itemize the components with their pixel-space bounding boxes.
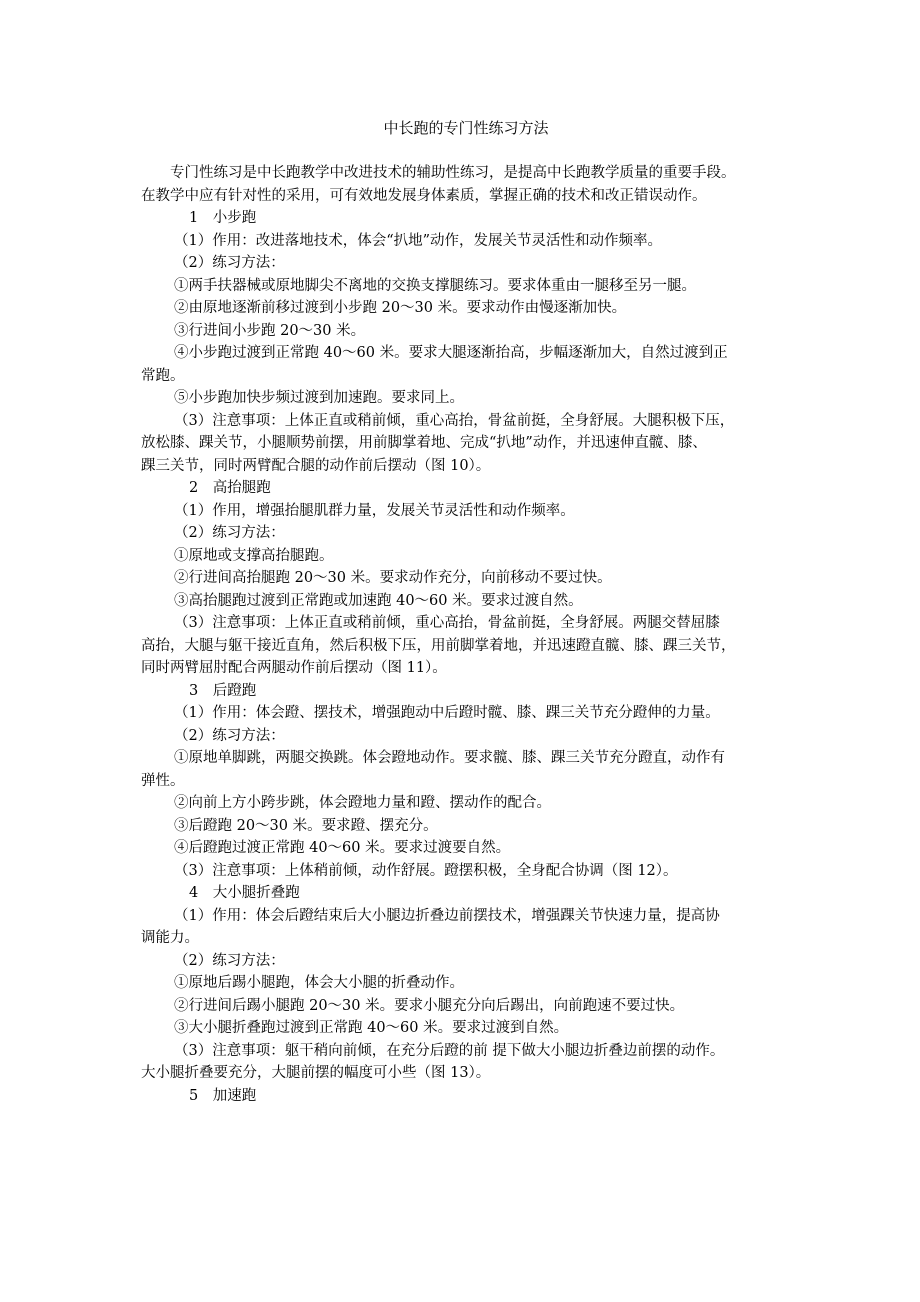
text-line: ①原地后踢小腿跑，体会大小腿的折叠动作。 (174, 975, 464, 991)
text-line: ②向前上方小跨步跳，体会蹬地力量和蹬、摆动作的配合。 (174, 795, 551, 811)
text-line: 弹性。 (141, 772, 185, 789)
text-line: 同时两臂屈肘配合两腿动作前后摆动（图 11）。 (141, 660, 447, 676)
text-line: 高抬，大腿与躯干接近直角，然后积极下压，用前脚掌着地，并迅速蹬直髋、膝、踝三关节， (141, 637, 736, 654)
text-line: （2）练习方法： (174, 525, 285, 541)
text-line: （1）作用：体会蹬、摆技术，增强跑动中后蹬时髋、膝、踝三关节充分蹬伸的力量。 (174, 705, 720, 721)
text-line: 踝三关节，同时两臂配合腿的动作前后摆动（图 10）。 (141, 457, 491, 474)
text-line: ①两手扶器械或原地脚尖不离地的交换支撑腿练习。要求体重由一腿移至另一腿。 (174, 277, 696, 294)
text-line: 5 加速跑 (189, 1087, 257, 1104)
text-line: （3）注意事项：上体正直或稍前倾，重心高抬，骨盆前挺，全身舒展。两腿交替屈膝 (174, 615, 720, 631)
text-line: （1）作用：体会后蹬结束后大小腿边折叠边前摆技术，增强踝关节快速力量，提高协 (174, 907, 720, 924)
text-line: ②行进间后踢小腿跑 20～30 米。要求小腿充分向后踢出，向前跑速不要过快。 (174, 997, 685, 1014)
text-line: （1）作用：改进落地技术，体会“扒地”动作，发展关节灵活性和动作频率。 (174, 232, 663, 249)
text-line: ④后蹬跑过渡正常跑 40～60 米。要求过渡要自然。 (174, 840, 511, 856)
text-line: 放松膝、踝关节，小腿顺势前摆，用前脚掌着地、完成“扒地”动作，并迅速伸直髋、膝、 (141, 435, 707, 451)
text-line: 专门性练习是中长跑教学中改进技术的辅助性练习，是提高中长跑教学质量的重要手段。 (170, 165, 736, 181)
document-title: 中长跑的专门性练习方法 (383, 119, 549, 137)
text-line: （3）注意事项：上体稍前倾，动作舒展。蹬摆积极，全身配合协调（图 12）。 (174, 862, 678, 879)
text-line: （2）练习方法： (174, 255, 285, 271)
text-line: （3）注意事项：躯干稍向前倾，在充分后蹬的前 提下做大小腿边折叠边前摆的动作。 (174, 1042, 725, 1059)
text-line: 在教学中应有针对性的采用，可有效地发展身体素质，掌握正确的技术和改正错误动作。 (141, 187, 707, 204)
text-line: （2）练习方法： (174, 727, 285, 744)
text-line: ②由原地逐渐前移过渡到小步跑 20～30 米。要求动作由慢逐渐加快。 (174, 300, 627, 316)
text-line: ①原地单脚跳，两腿交换跳。体会蹬地动作。要求髋、膝、踝三关节充分蹬直，动作有 (174, 750, 725, 766)
text-line: ③高抬腿跑过渡到正常跑或加速跑 40～60 米。要求过渡自然。 (174, 592, 583, 609)
text-line: 3 后蹬跑 (189, 682, 257, 699)
text-line: ③后蹬跑 20～30 米。要求蹬、摆充分。 (174, 817, 438, 834)
text-line: 2 高抬腿跑 (189, 480, 271, 496)
text-line: （1）作用，增强抬腿肌群力量，发展关节灵活性和动作频率。 (174, 502, 575, 519)
text-line: ①原地或支撑高抬腿跑。 (174, 547, 334, 564)
document-page (141, 0, 791, 1302)
text-line: 调能力。 (141, 930, 199, 946)
text-line: ④小步跑过渡到正常跑 40～60 米。要求大腿逐渐抬高，步幅逐渐加大，自然过渡到正 (174, 345, 728, 361)
text-line: ③大小腿折叠跑过渡到正常跑 40～60 米。要求过渡到自然。 (174, 1020, 569, 1036)
text-line: 常跑。 (141, 367, 185, 384)
text-line: ③行进间小步跑 20～30 米。 (174, 322, 366, 339)
text-line: （3）注意事项：上体正直或稍前倾，重心高抬，骨盆前挺，全身舒展。大腿积极下压， (174, 412, 735, 429)
text-line: 1 小步跑 (189, 210, 257, 226)
text-line: ②行进间高抬腿跑 20～30 米。要求动作充分，向前移动不要过快。 (174, 570, 612, 586)
text-line: 4 大小腿折叠跑 (189, 885, 300, 901)
text-line: ⑤小步跑加快步频过渡到加速跑。要求同上。 (174, 390, 464, 406)
text-line: （2）练习方法： (174, 952, 285, 969)
text-line: 大小腿折叠要充分，大腿前摆的幅度可小些（图 13）。 (141, 1065, 491, 1081)
